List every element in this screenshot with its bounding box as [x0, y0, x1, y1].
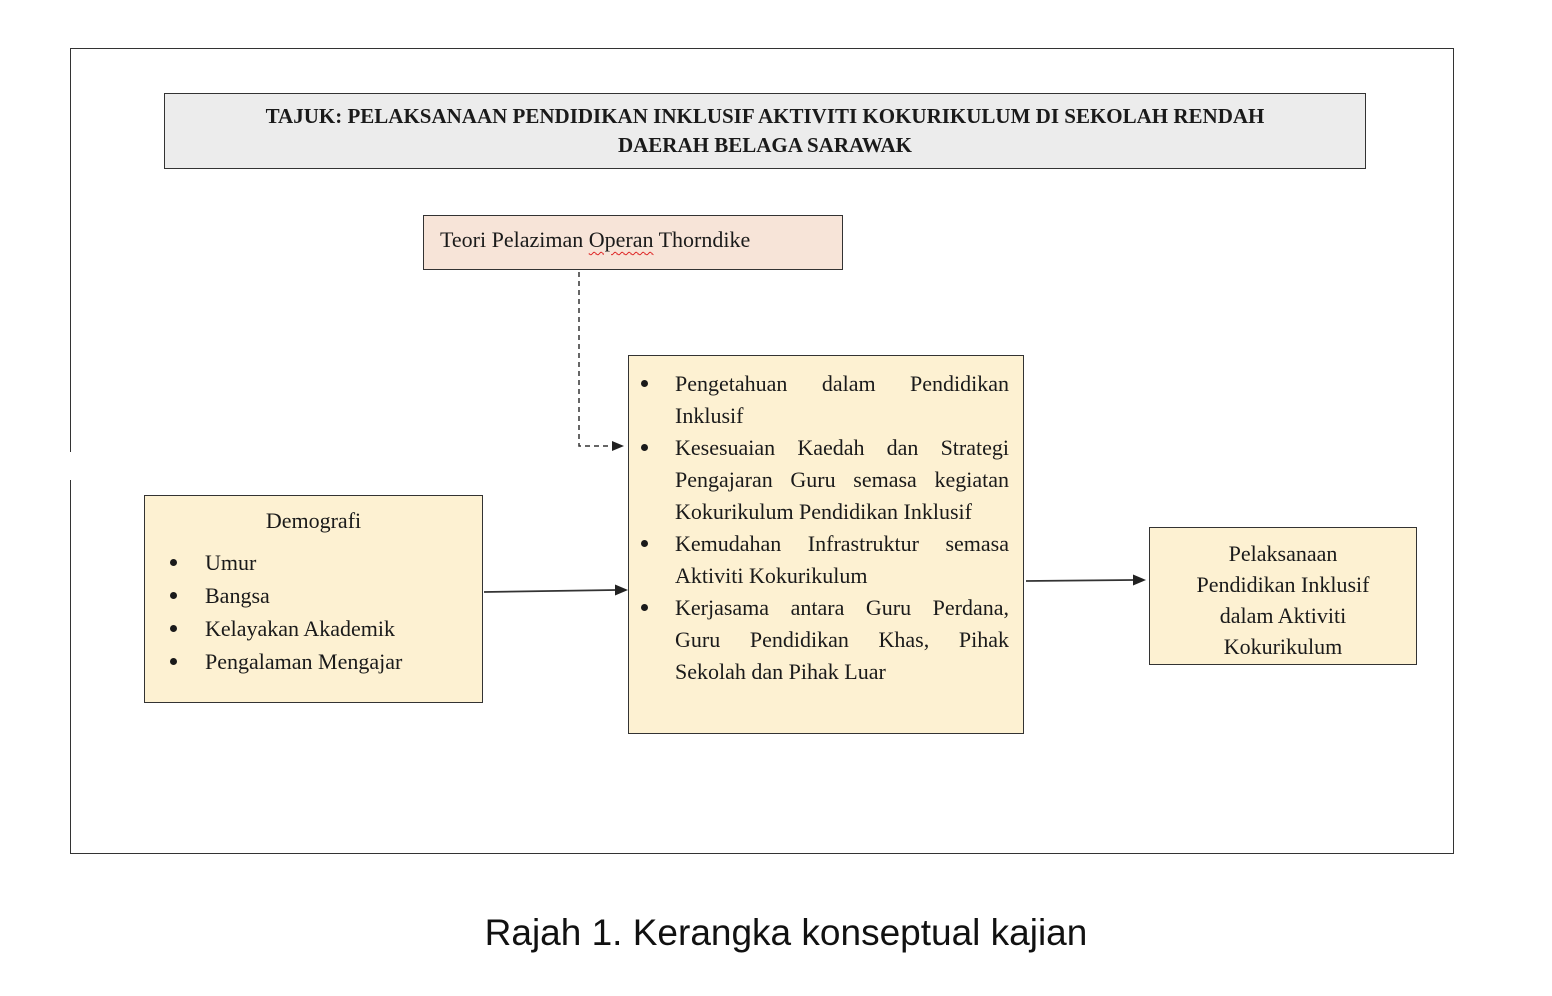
demographic-item: Pengalaman Mengajar — [165, 645, 482, 678]
theory-prefix: Teori Pelaziman — [440, 227, 589, 252]
figure-caption: Rajah 1. Kerangka konseptual kajian — [484, 912, 1088, 953]
outcome-line: Pendidikan Inklusif — [1196, 572, 1370, 597]
theory-suffix: Thorndike — [653, 227, 751, 252]
title-line-2: DAERAH BELAGA SARAWAK — [617, 133, 913, 157]
factor-item: Kerjasama antara Guru Perdana, Guru Pendidikan Khas, Pihak Sekolah dan Pihak Luar — [629, 592, 1009, 688]
outcome-line: Pelaksanaan — [1228, 541, 1338, 566]
outcome-line: dalam Aktiviti — [1219, 603, 1347, 628]
factor-item: Kemudahan Infrastruktur semasa Aktiviti Kokurikulum — [629, 528, 1009, 592]
demographic-item: Kelayakan Akademik — [165, 612, 482, 645]
factor-item: Kesesuaian Kaedah dan Strategi Pengajaran Guru semasa kegiatan Kokurikulum Pendidikan Inklusif — [629, 432, 1009, 528]
demographics-title: Demografi — [265, 508, 362, 533]
factor-item: Pengetahuan dalam Pendidikan Inklusif — [629, 368, 1009, 432]
demographics-to-factors-arrow — [484, 585, 628, 596]
demographic-item: Umur — [165, 546, 482, 579]
demographic-item: Bangsa — [165, 579, 482, 612]
theory-to-factors-arrow — [579, 272, 624, 451]
outcome-line: Kokurikulum — [1223, 634, 1343, 659]
theory-underlined-word: Operan — [588, 227, 654, 252]
factors-to-outcome-arrow — [1026, 575, 1146, 586]
title-line-1: TAJUK: PELAKSANAAN PENDIDIKAN INKLUSIF AKTIVITI KOKURIKULUM DI SEKOLAH RENDAH — [265, 104, 1265, 128]
